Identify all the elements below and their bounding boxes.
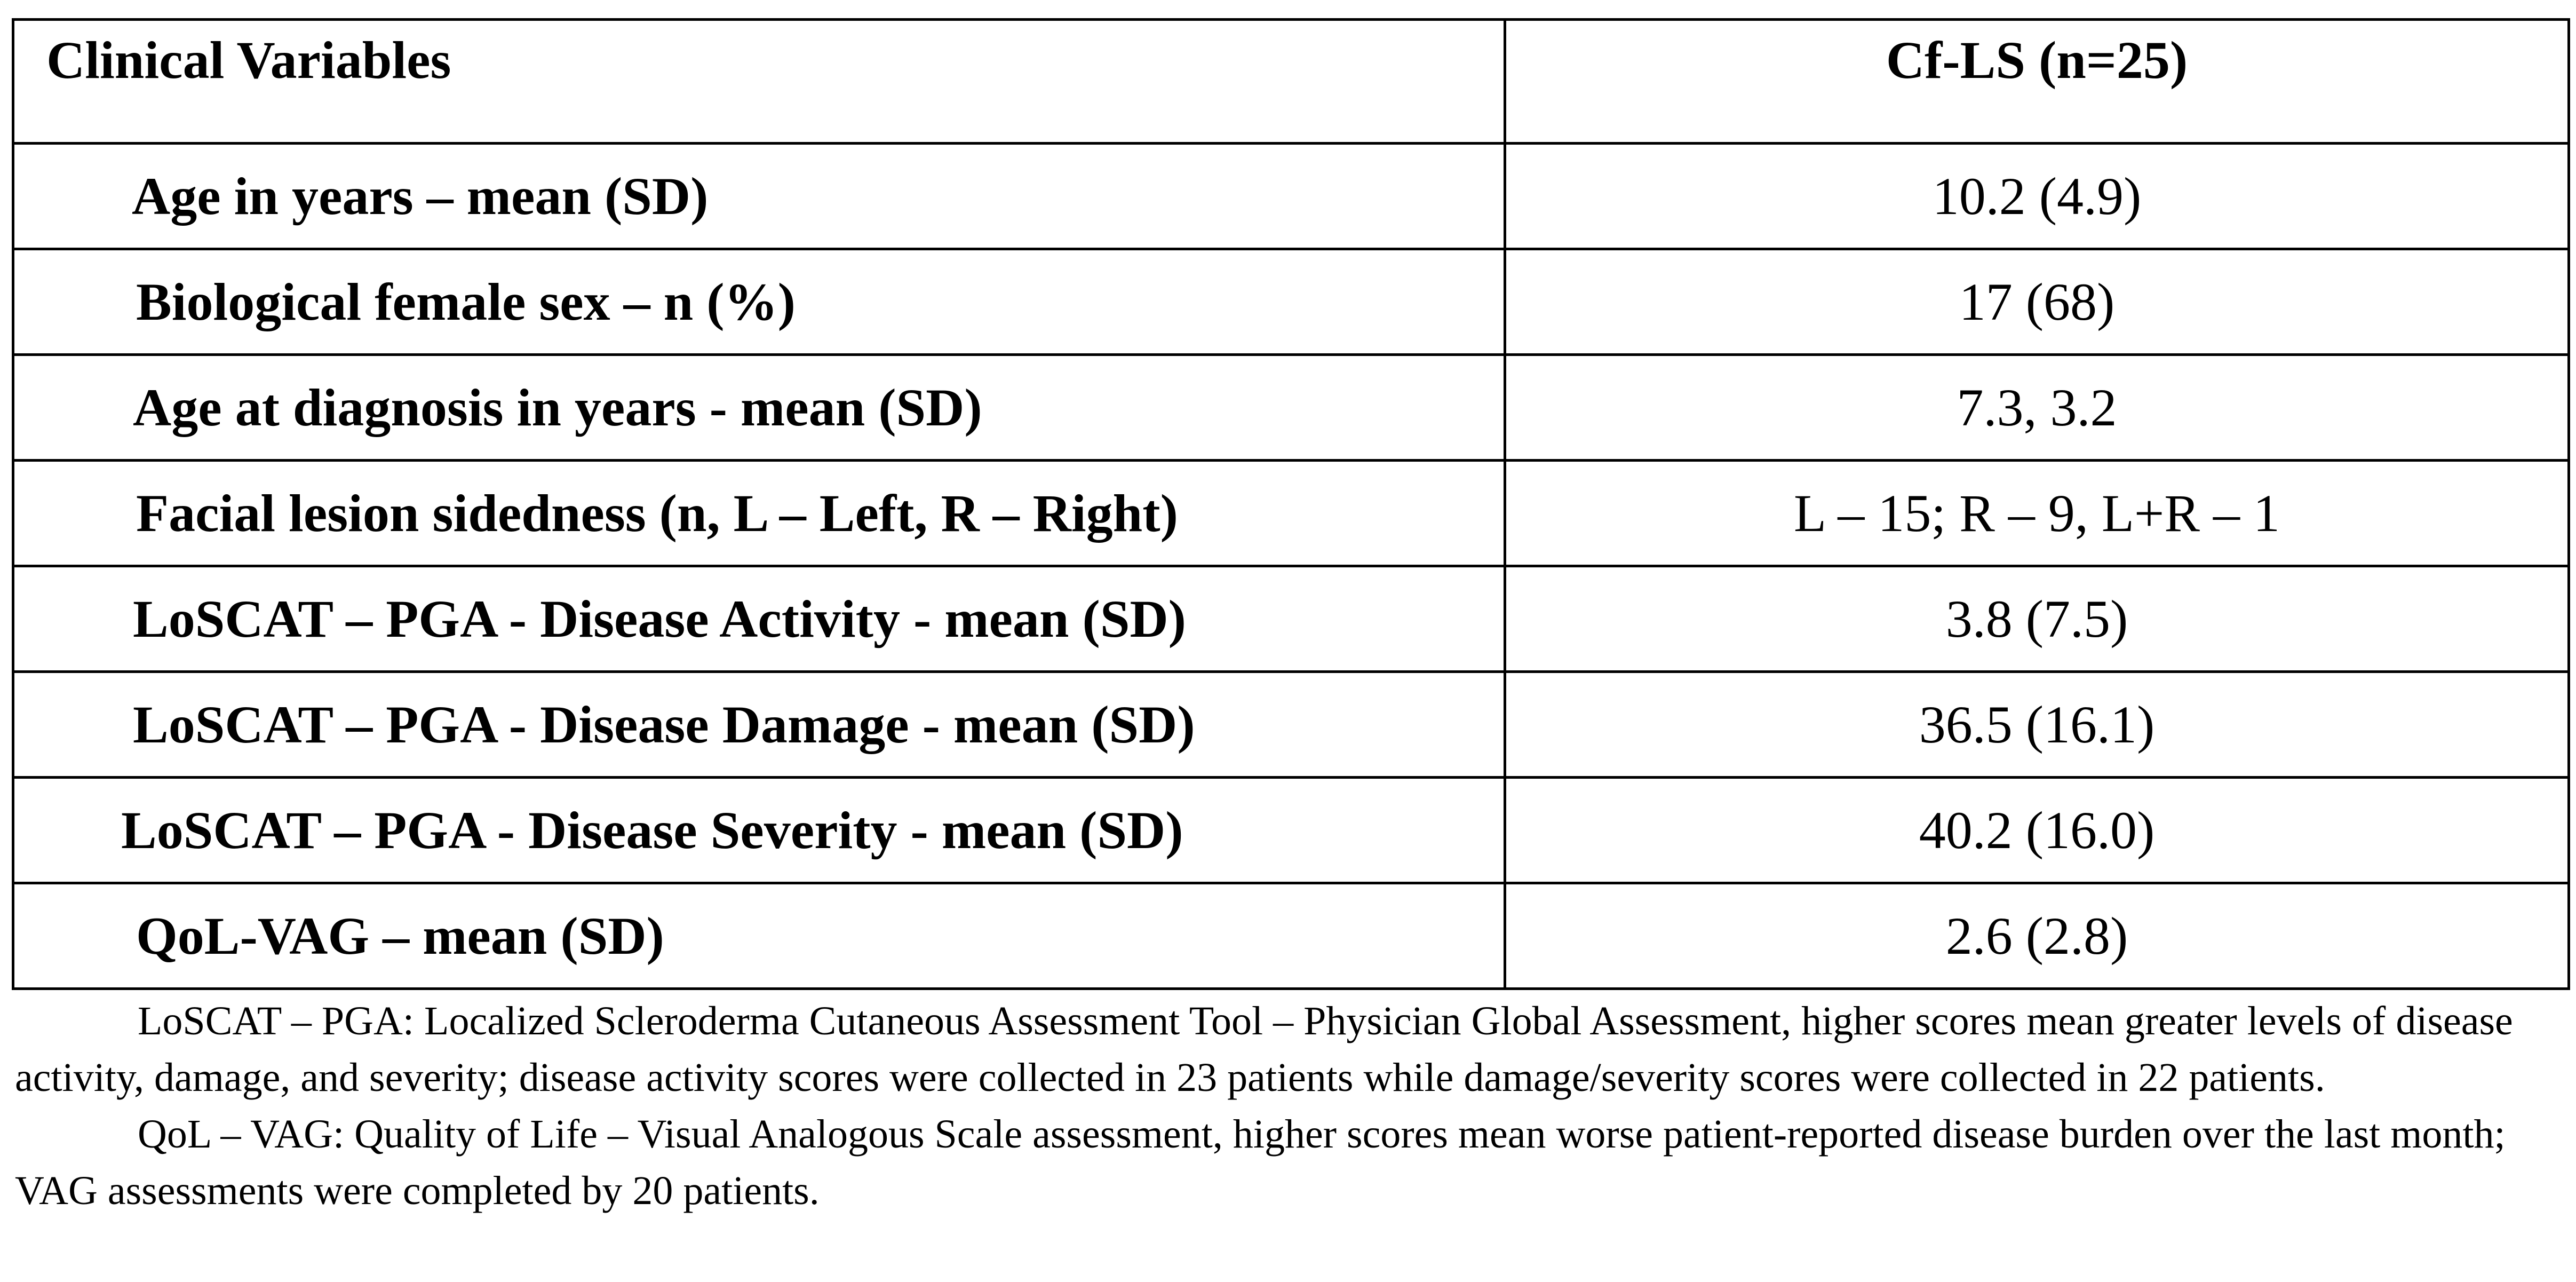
variable-cell: Biological female sex – n (%) (13, 249, 1505, 355)
variable-cell: QoL-VAG – mean (SD) (13, 883, 1505, 989)
value-cell: L – 15; R – 9, L+R – 1 (1505, 461, 2569, 566)
value-cell: 3.8 (7.5) (1505, 566, 2569, 672)
table-footnotes (15, 993, 2565, 1219)
table-row (13, 566, 2569, 672)
footnote-qol-vag: QoL – VAG: Quality of Life – Visual Analogous Scale assessment, higher scores mean worse patient-reported disease burden over the last month; VAG assessments were completed by 20 patients. (15, 1112, 2506, 1213)
value-cell: 36.5 (16.1) (1505, 672, 2569, 778)
header-clinical-variables: Clinical Variables (13, 20, 1505, 144)
table-row (13, 461, 2569, 566)
footnote-loscat-pga: LoSCAT – PGA: Localized Scleroderma Cutaneous Assessment Tool – Physician Global Assessment, higher scores mean greater levels of disease activity, damage, and severity; disease activity scores were collected in 23 patients while damage/severity scores were collected in 22 patients. (15, 999, 2513, 1100)
variable-cell: Age at diagnosis in years - mean (SD) (13, 355, 1505, 461)
table-row (13, 249, 2569, 355)
table-row (13, 778, 2569, 883)
value-cell: 2.6 (2.8) (1505, 883, 2569, 989)
variable-cell: LoSCAT – PGA - Disease Activity - mean (SD) (13, 566, 1505, 672)
table-row (13, 672, 2569, 778)
value-cell: 10.2 (4.9) (1505, 144, 2569, 249)
table-row (13, 883, 2569, 989)
variable-cell: Age in years – mean (SD) (13, 144, 1505, 249)
header-cf-ls: Cf-LS (n=25) (1505, 20, 2569, 144)
clinical-variables-table (12, 18, 2570, 990)
value-cell: 7.3, 3.2 (1505, 355, 2569, 461)
variable-cell: LoSCAT – PGA - Disease Severity - mean (SD) (13, 778, 1505, 883)
clinical-variables-table-container (12, 18, 2567, 990)
value-cell: 17 (68) (1505, 249, 2569, 355)
value-cell: 40.2 (16.0) (1505, 778, 2569, 883)
table-row (13, 355, 2569, 461)
variable-cell: Facial lesion sidedness (n, L – Left, R – Right) (13, 461, 1505, 566)
table-header-row (13, 20, 2569, 144)
variable-cell: LoSCAT – PGA - Disease Damage - mean (SD) (13, 672, 1505, 778)
table-row (13, 144, 2569, 249)
